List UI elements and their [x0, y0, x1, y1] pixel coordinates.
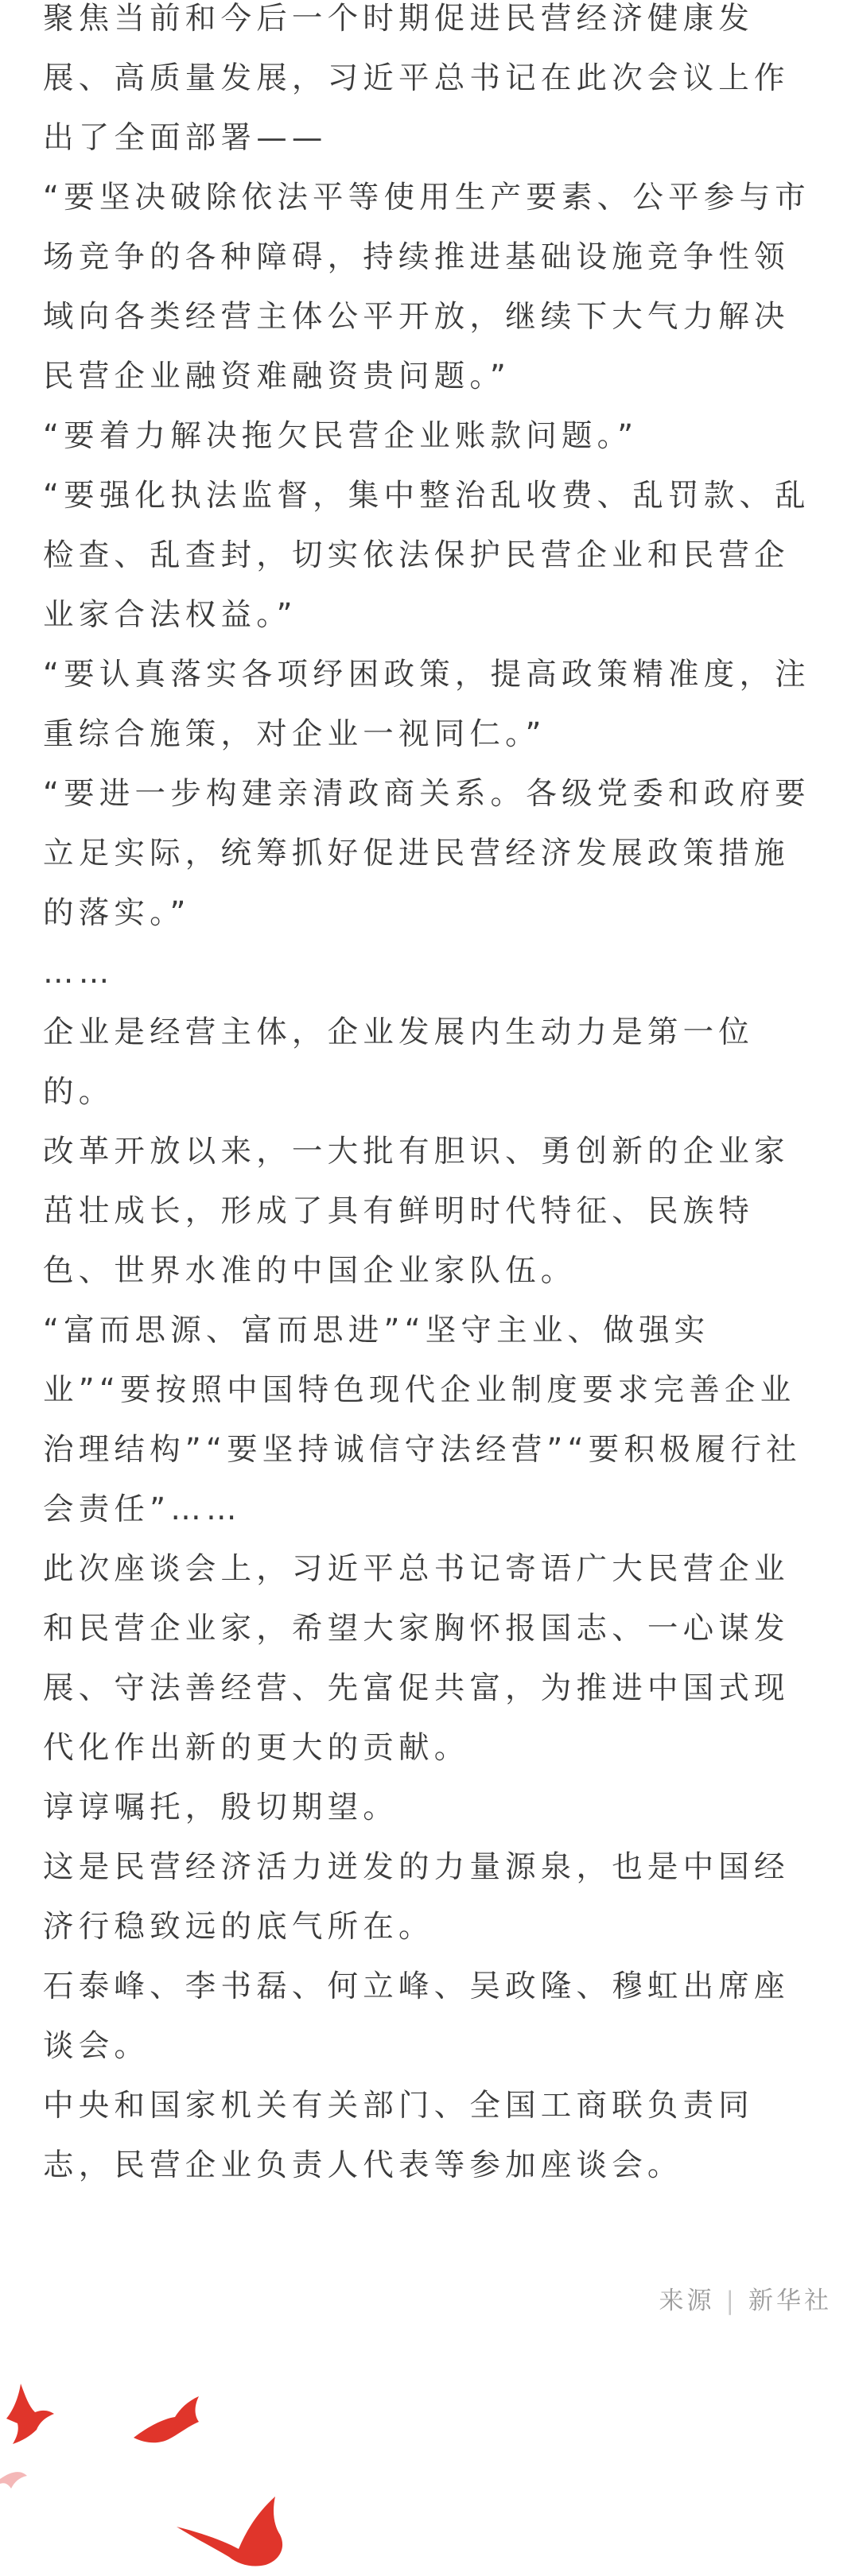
quote-paragraph: “要认真落实各项纾困政策，提高政策精准度，注重综合施策，对企业一视同仁。”	[43, 657, 810, 752]
paragraph: 聚焦当前和今后一个时期促进民营经济健康发展、高质量发展，习近平总书记在此次会议上作出了全面部署——	[43, 1, 790, 156]
source-credit	[659, 2280, 832, 2316]
quote-paragraph: “要进一步构建亲清政商关系。各级党委和政府要立足实际，统筹抓好促进民营经济发展政策措施的落实。”	[43, 776, 810, 931]
pink-dove-icon	[0, 2472, 27, 2489]
small-dove-icon	[6, 2384, 54, 2444]
large-dove-icon	[177, 2496, 282, 2566]
quote-paragraph: “要着力解决拖欠民营企业账款问题。”	[43, 418, 639, 454]
source-divider: |	[725, 2287, 737, 2315]
flying-doves-icon	[0, 2377, 318, 2576]
medium-dove-icon	[134, 2396, 199, 2442]
quote-paragraph: “富而思源、富而思进”“坚守主业、做强实业”“要按照中国特色现代企业制度要求完善企业治理结构”“要坚持诚信守法经营”“要积极履行社会责任”……	[43, 1313, 802, 1527]
paragraph: 此次座谈会上，习近平总书记寄语广大民营企业和民营企业家，希望大家胸怀报国志、一心谋发展、守法善经营、先富促共富，为推进中国式现代化作出新的更大的贡献。	[43, 1551, 790, 1766]
source-name: 新华社	[748, 2287, 832, 2315]
paragraph: 这是民营经济活力迸发的力量源泉，也是中国经济行稳致远的底气所在。	[43, 1849, 790, 1945]
quote-paragraph: “要坚决破除依法平等使用生产要素、公平参与市场竞争的各种障碍，持续推进基础设施竞争性领域向各类经营主体公平开放，继续下大气力解决民营企业融资难融资贵问题。”	[43, 180, 810, 394]
source-label: 来源	[659, 2287, 715, 2315]
paragraph: 企业是经营主体，企业发展内生动力是第一位的。	[43, 1014, 755, 1110]
article-body	[43, 0, 814, 2195]
paragraph: 中央和国家机关有关部门、全国工商联负责同志，民营企业负责人代表等参加座谈会。	[43, 2088, 755, 2183]
quote-paragraph: “要强化执法监督，集中整治乱收费、乱罚款、乱检查、乱查封，切实依法保护民营企业和民营企业家合法权益。”	[43, 478, 810, 633]
ellipsis-paragraph: ……	[43, 955, 115, 991]
paragraph: 石泰峰、李书磊、何立峰、吴政隆、穆虹出席座谈会。	[43, 1969, 790, 2064]
paragraph: 谆谆嘱托，殷切期望。	[43, 1790, 399, 1825]
paragraph: 改革开放以来，一大批有胆识、勇创新的企业家茁壮成长，形成了具有鲜明时代特征、民族特色、世界水准的中国企业家队伍。	[43, 1134, 790, 1289]
